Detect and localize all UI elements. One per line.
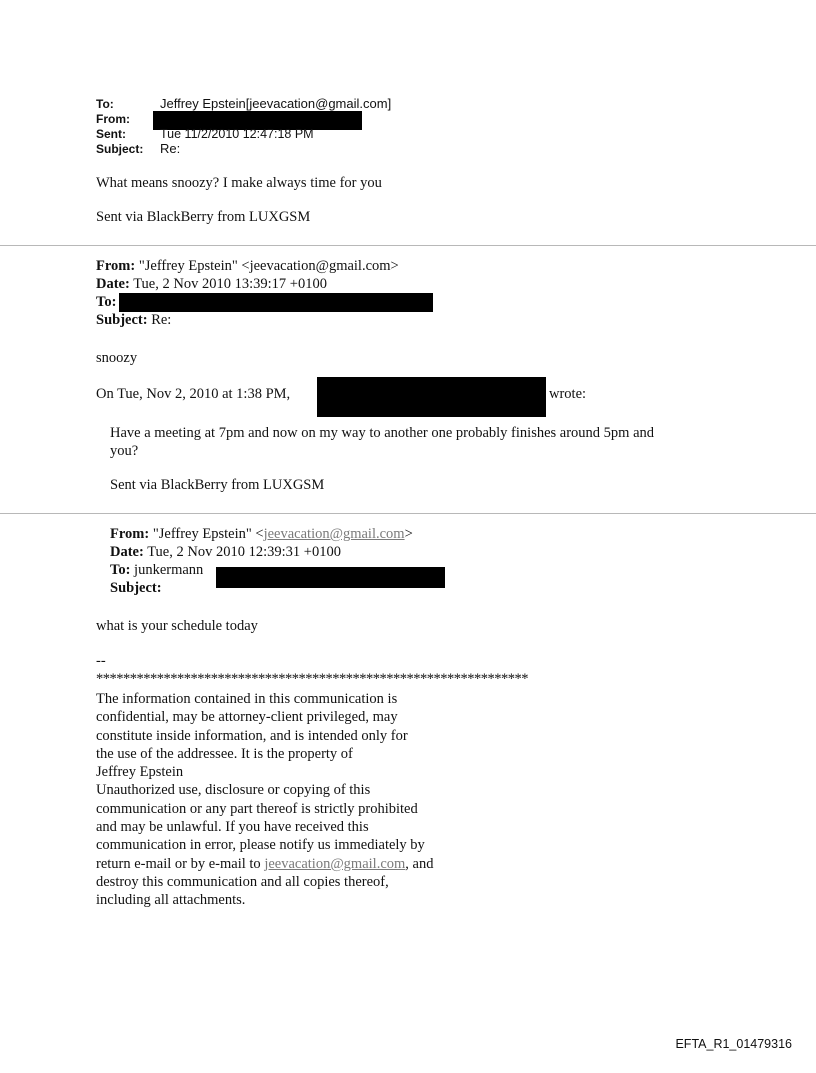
email3-from-line — [110, 526, 413, 543]
disclaimer-line10-suffix: , and — [405, 855, 434, 872]
email2-from-value: "Jeffrey Epstein" <jeevacation@gmail.com> — [138, 258, 399, 274]
email3-subject-label: Subject: — [110, 580, 162, 596]
email3-subject-line — [110, 580, 162, 597]
email2-from-line — [96, 258, 399, 275]
disclaimer-line: destroy this communication and all copies thereof, — [96, 873, 389, 890]
email1-body: What means snoozy? I make always time for you — [96, 175, 382, 191]
email2-date-line — [96, 276, 327, 293]
disclaimer-line: constitute inside information, and is intended only for — [96, 727, 408, 744]
email1-sent-label: Sent: — [96, 127, 126, 141]
email1-subject-value: Re: — [160, 141, 181, 156]
email2-date-value: Tue, 2 Nov 2010 13:39:17 +0100 — [133, 276, 327, 292]
email3-asterisks: **************************************************************** — [96, 671, 528, 687]
email3-date-label: Date: — [110, 544, 144, 560]
email1-to-value: Jeffrey Epstein[jeevacation@gmail.com] — [160, 96, 392, 111]
email1-to-label: To: — [96, 97, 114, 111]
email2-quoted-line2: you? — [110, 443, 139, 459]
divider — [0, 513, 816, 514]
email3-body: what is your schedule today — [96, 618, 258, 634]
email2-wrote-prefix: On Tue, Nov 2, 2010 at 1:38 PM, — [96, 386, 291, 402]
disclaimer-line: Unauthorized use, disclosure or copying of this — [96, 782, 371, 799]
email1-from-label: From: — [96, 112, 130, 126]
disclaimer-line: communication in error, please notify us immediately by — [96, 837, 425, 854]
email1-signature: Sent via BlackBerry from LUXGSM — [96, 209, 311, 225]
email2-body: snoozy — [96, 350, 138, 366]
email3-to-line — [110, 562, 203, 579]
document-id: EFTA_R1_01479316 — [675, 1037, 792, 1051]
email3-date-line — [110, 544, 341, 561]
email3-to-label: To: — [110, 562, 131, 578]
email3-to-value: junkermann — [134, 562, 204, 578]
confidentiality-disclaimer — [96, 690, 496, 910]
email3-from-label: From: — [110, 526, 150, 542]
disclaimer-line: The information contained in this communication is — [96, 691, 398, 707]
redaction-box — [119, 293, 433, 312]
email2-to-label: To: — [96, 294, 117, 310]
email1-sent-value: Tue 11/2/2010 12:47:18 PM — [160, 127, 314, 141]
email2-subject-value: Re: — [151, 312, 172, 328]
disclaimer-line: including all attachments. — [96, 892, 246, 909]
email2-subject-label: Subject: — [96, 312, 148, 328]
email3-date-value: Tue, 2 Nov 2010 12:39:31 +0100 — [147, 544, 341, 560]
email2-date-label: Date: — [96, 276, 130, 292]
redaction-box — [317, 377, 546, 417]
disclaimer-line: communication or any part thereof is strictly prohibited — [96, 800, 418, 817]
email2-subject-line — [96, 312, 171, 329]
divider — [0, 245, 816, 246]
disclaimer-line: confidential, may be attorney-client privileged, may — [96, 709, 398, 726]
email3-from-name: "Jeffrey Epstein" < — [152, 526, 264, 542]
redaction-box — [216, 567, 445, 588]
email3-from-close: > — [404, 526, 413, 542]
email1-subject-label: Subject: — [96, 142, 144, 156]
email2-from-label: From: — [96, 258, 136, 274]
email2-quoted-line1: Have a meeting at 7pm and now on my way to another one probably finishes around 5pm and — [110, 425, 655, 441]
disclaimer-line: the use of the addressee. It is the property of — [96, 745, 353, 762]
disclaimer-line: and may be unlawful. If you have received this — [96, 819, 369, 836]
email2-quoted-signature: Sent via BlackBerry from LUXGSM — [110, 477, 325, 493]
disclaimer-email-link[interactable]: jeevacation@gmail.com — [264, 855, 406, 872]
disclaimer-line: Jeffrey Epstein — [96, 764, 184, 781]
email2-wrote-suffix: wrote: — [549, 386, 587, 402]
disclaimer-line10-prefix: return e-mail or by e-mail to — [96, 855, 265, 872]
email3-sig-dash: -- — [96, 653, 106, 669]
disclaimer-line — [96, 855, 496, 873]
email2-to-line — [96, 294, 116, 311]
email3-from-email-link[interactable]: jeevacation@gmail.com — [263, 526, 405, 542]
